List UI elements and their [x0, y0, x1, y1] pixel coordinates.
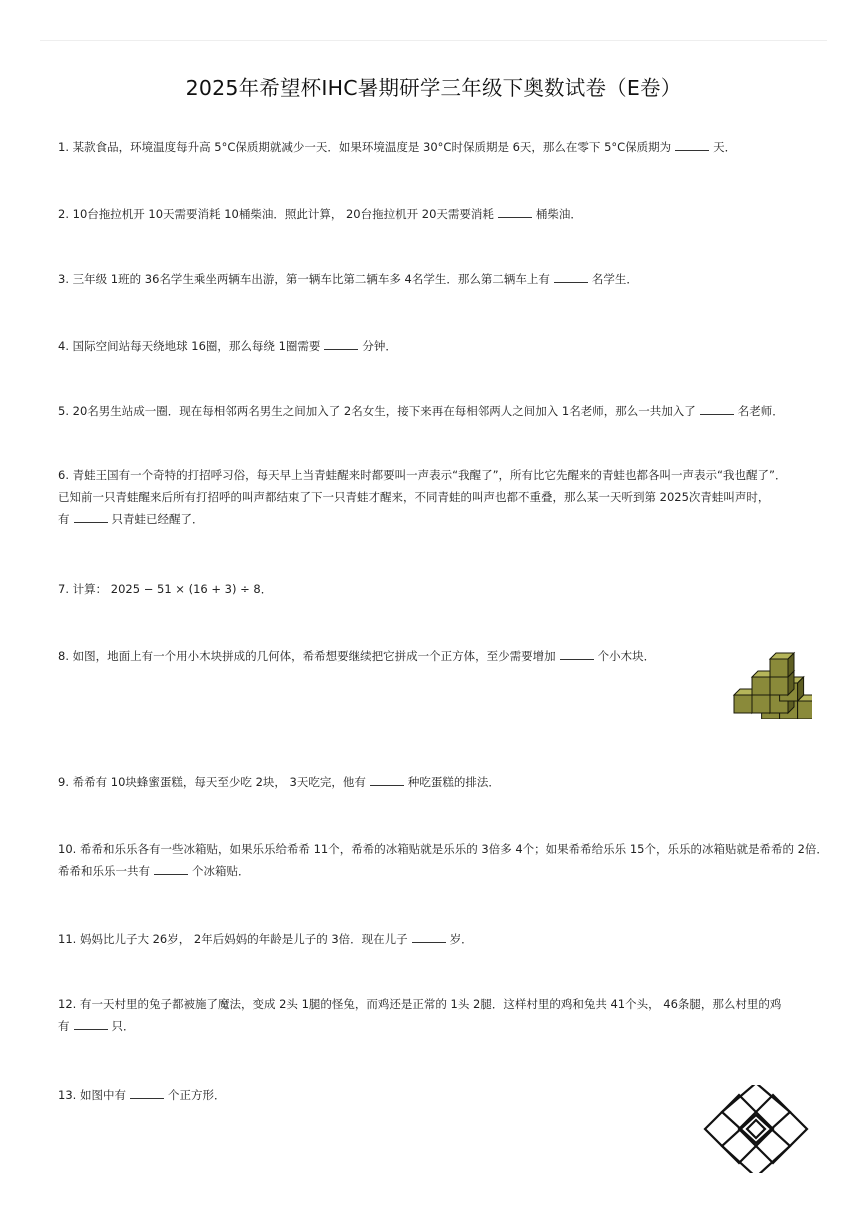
question-7	[58, 578, 818, 600]
question-text: 只青蛙已经醒了．	[111, 512, 204, 526]
question-line	[58, 645, 818, 667]
question-line	[58, 203, 818, 225]
question-text: 种吃蛋糕的排法．	[407, 775, 500, 789]
cube-front-face	[752, 677, 770, 695]
page-title: 2025年希望杯IHC暑期研学三年级下奥数试卷（E卷）	[185, 76, 682, 100]
question-line	[58, 578, 818, 600]
question-text: 桶柴油．	[535, 207, 582, 221]
question-line	[58, 928, 818, 950]
question-line	[58, 464, 818, 486]
cube-figure	[730, 645, 812, 719]
answer-blank[interactable]	[560, 646, 594, 660]
question-line	[58, 1015, 818, 1037]
question-line	[58, 486, 818, 508]
question-text: 只．	[111, 1019, 135, 1033]
question-line	[58, 860, 818, 882]
question-line	[58, 993, 818, 1015]
answer-blank[interactable]	[412, 929, 446, 943]
cube-front-face	[770, 677, 788, 695]
question-text: 4. 国际空间站每天绕地球 16圈，那么每绕 1圈需要	[58, 339, 321, 353]
answer-blank[interactable]	[675, 137, 709, 151]
question-9	[58, 771, 818, 793]
header-divider	[40, 40, 827, 41]
question-text: 8. 如图，地面上有一个用小木块拼成的几何体，希希想要继续把它拼成一个正方体，至少需要增加	[58, 649, 556, 663]
cube-front-face	[770, 659, 788, 677]
question-text: 已知前一只青蛙醒来后所有打招呼的叫声都结束了下一只青蛙才醒来，不同青蛙的叫声也都不重叠，那么某一天听到第 2025次青蛙叫声时，	[58, 490, 770, 504]
question-3	[58, 268, 818, 290]
answer-blank[interactable]	[324, 336, 358, 350]
question-2	[58, 203, 818, 225]
question-text: 希希和乐乐一共有	[58, 864, 150, 878]
answer-blank[interactable]	[130, 1085, 164, 1099]
question-text: 1. 某款食品，环境温度每升高 5°C保质期就减少一天．如果环境温度是 30°C时保质期是 6天，那么在零下 5°C保质期为	[58, 140, 672, 154]
question-text: 有	[58, 1019, 70, 1033]
question-text: 有	[58, 512, 70, 526]
question-text: 10. 希希和乐乐各有一些冰箱贴，如果乐乐给希希 11个，希希的冰箱贴就是乐乐的 3倍多 4个；如果希希给乐乐 15个，乐乐的冰箱贴就是希希的 2倍．	[58, 842, 828, 856]
question-text: 个正方形．	[167, 1088, 226, 1102]
question-text: 12. 有一天村里的兔子都被施了魔法，变成 2头 1腿的怪兔，而鸡还是正常的 1头 2腿．这样村里的鸡和兔共 41个头， 46条腿，那么村里的鸡	[58, 997, 782, 1011]
question-text: 13. 如图中有	[58, 1088, 126, 1102]
question-line	[58, 268, 818, 290]
question-text: 分钟．	[362, 339, 397, 353]
question-12	[58, 993, 818, 1037]
answer-blank[interactable]	[700, 401, 734, 415]
question-text: 个冰箱贴．	[192, 864, 250, 878]
squares-figure	[700, 1085, 812, 1173]
question-10	[58, 838, 828, 882]
answer-blank[interactable]	[554, 269, 588, 283]
question-1	[58, 136, 818, 158]
question-text: 天．	[713, 140, 737, 154]
question-text: 6. 青蛙王国有一个奇特的打招呼习俗，每天早上当青蛙醒来时都要叫一声表示“我醒了”，所有比它先醒来的青蛙也都各叫一声表示“我也醒了”．	[58, 468, 787, 482]
question-8	[58, 645, 818, 667]
cube-front-face	[734, 695, 752, 713]
question-text: 9. 希希有 10块蜂蜜蛋糕，每天至少吃 2块， 3天吃完，他有	[58, 775, 366, 789]
question-text: 名老师．	[737, 404, 784, 418]
question-line	[58, 335, 818, 357]
question-6	[58, 464, 818, 530]
cube-front-face	[798, 701, 812, 719]
question-text: 7. 计算： 2025 − 51 × (16 + 3) ÷ 8．	[58, 582, 273, 596]
question-line	[58, 838, 828, 860]
question-line	[58, 136, 818, 158]
cube-front-face	[752, 695, 770, 713]
question-line	[58, 400, 818, 422]
question-text: 个小木块．	[597, 649, 656, 663]
question-4	[58, 335, 818, 357]
answer-blank[interactable]	[154, 861, 188, 875]
question-5	[58, 400, 818, 422]
question-line	[58, 508, 818, 530]
square-small-center	[747, 1120, 765, 1138]
question-text: 5. 20名男生站成一圈．现在每相邻两名男生之间加入了 2名女生，接下来再在每相邻两人之间加入 1名老师，那么一共加入了	[58, 404, 696, 418]
question-text: 2. 10台拖拉机开 10天需要消耗 10桶柴油．照此计算， 20台拖拉机开 20天需要消耗	[58, 207, 494, 221]
question-text: 名学生．	[591, 272, 638, 286]
answer-blank[interactable]	[74, 1016, 108, 1030]
answer-blank[interactable]	[370, 772, 404, 786]
question-11	[58, 928, 818, 950]
answer-blank[interactable]	[74, 509, 108, 523]
question-line	[58, 771, 818, 793]
answer-blank[interactable]	[498, 204, 532, 218]
question-text: 岁．	[449, 932, 473, 946]
question-text: 3. 三年级 1班的 36名学生乘坐两辆车出游，第一辆车比第二辆车多 4名学生．那么第二辆车上有	[58, 272, 550, 286]
question-text: 11. 妈妈比儿子大 26岁， 2年后妈妈的年龄是儿子的 3倍．现在儿子	[58, 932, 408, 946]
